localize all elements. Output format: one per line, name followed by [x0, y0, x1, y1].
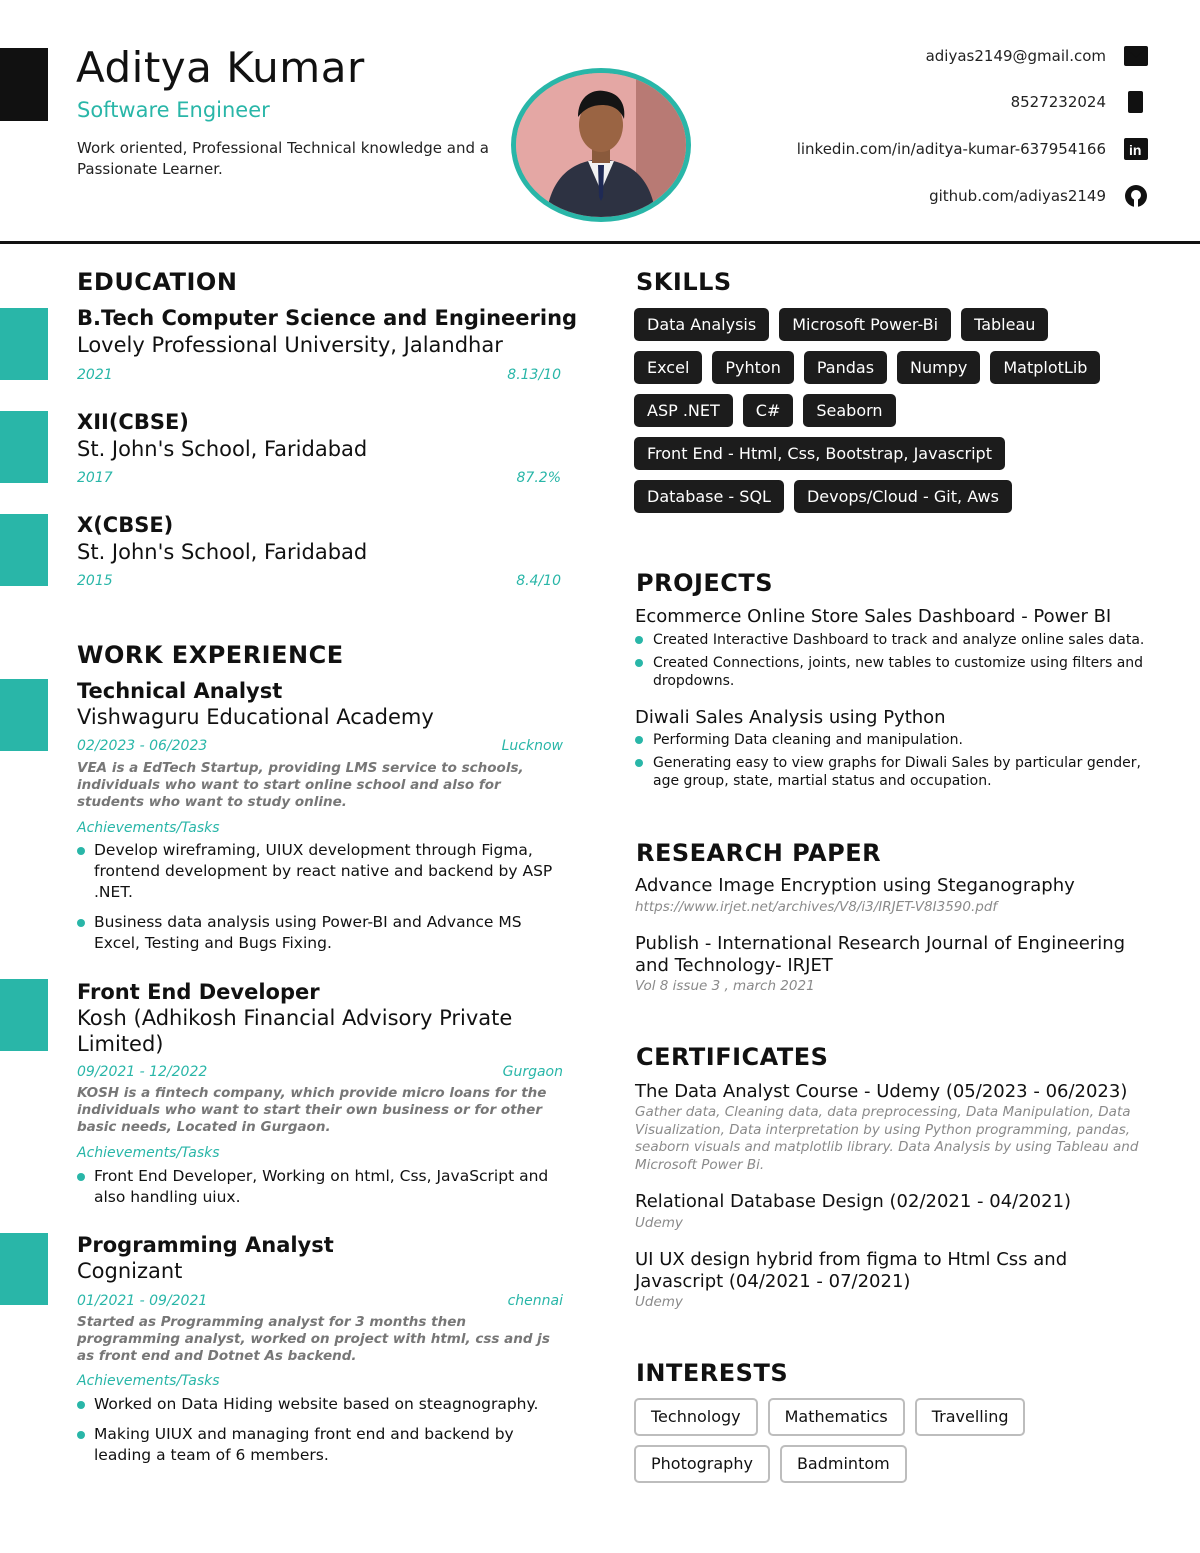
interests-heading: INTERESTS	[636, 1359, 789, 1387]
certificate-note: Udemy	[635, 1215, 683, 1231]
skill-chip: Front End - Html, Css, Bootstrap, Javascript	[634, 437, 1005, 470]
research-publish: Publish - International Research Journal of Engineering and Technology- IRJET	[635, 933, 1126, 976]
skills-chips	[634, 308, 1174, 513]
work-company: Vishwaguru Educational Academy	[77, 705, 434, 729]
interest-chip: Badmintom	[780, 1445, 907, 1483]
email-icon	[1124, 45, 1148, 67]
contact-linkedin-text[interactable]: linkedin.com/in/aditya-kumar-637954166	[796, 140, 1106, 158]
project-bullets	[635, 731, 1155, 795]
skill-chip: C#	[743, 394, 794, 427]
phone-icon	[1124, 91, 1148, 113]
work-company: Kosh (Adhikosh Financial Advisory Private Limited)	[77, 1006, 513, 1056]
contact-linkedin[interactable]	[797, 133, 1148, 165]
skill-chip: Pandas	[804, 351, 887, 384]
research-title: Advance Image Encryption using Steganography	[635, 875, 1075, 896]
work-dates: 01/2021 - 09/2021	[77, 1293, 208, 1309]
candidate-name: Aditya Kumar	[76, 43, 365, 92]
svg-text:in: in	[1129, 142, 1142, 158]
certificate-title: UI UX design hybrid from figma to Html Css and Javascript (04/2021 - 07/2021)	[635, 1249, 1068, 1292]
work-dates: 02/2023 - 06/2023	[77, 738, 208, 754]
education-accent-bar	[0, 514, 48, 586]
skill-chip: Microsoft Power-Bi	[779, 308, 951, 341]
work-description: VEA is a EdTech Startup, providing LMS service to schools, individuals who want to start online school and also for students who want to study online.	[77, 760, 524, 810]
certificate-note: Gather data, Cleaning data, data preprocessing, Data Manipulation, Data Visualization, Data interpretation by using Python programming, pandas, seaborn visuals and matplotlib library. Data Analysis by using Tableau and Microsoft Power Bi.	[635, 1104, 1139, 1173]
contact-email-text[interactable]: adiyas2149@gmail.com	[925, 47, 1106, 65]
education-score: 8.4/10	[516, 573, 561, 589]
work-bullets	[77, 1394, 567, 1475]
contact-github[interactable]	[929, 180, 1148, 212]
research-link[interactable]: https://www.irjet.net/archives/V8/i3/IRJET-V8I3590.pdf	[635, 899, 998, 915]
interest-chip: Mathematics	[768, 1398, 905, 1436]
work-bullets	[77, 1166, 567, 1217]
work-role: Front End Developer	[77, 980, 320, 1004]
skill-chip: Data Analysis	[634, 308, 769, 341]
skills-heading: SKILLS	[636, 268, 732, 296]
work-location: Lucknow	[501, 738, 563, 754]
work-achievements-label: Achievements/Tasks	[77, 1145, 220, 1161]
education-heading: EDUCATION	[77, 268, 238, 296]
list-item: Worked on Data Hiding website based on steagnography.	[77, 1394, 567, 1415]
work-location: chennai	[507, 1293, 563, 1309]
list-item: Created Interactive Dashboard to track and analyze online sales data.	[635, 631, 1155, 649]
education-degree: XII(CBSE)	[77, 410, 189, 434]
research-heading: RESEARCH PAPER	[636, 839, 882, 867]
skill-chip: Tableau	[961, 308, 1048, 341]
certificate-title: Relational Database Design (02/2021 - 04/2021)	[635, 1191, 1072, 1212]
github-icon	[1124, 185, 1148, 207]
work-accent-bar	[0, 679, 48, 751]
certificate-title: The Data Analyst Course - Udemy (05/2023 - 06/2023)	[635, 1081, 1128, 1102]
work-description: KOSH is a fintech company, which provide micro loans for the individuals who want to start their own business or for other basic needs, Located in Gurgaon.	[77, 1085, 547, 1135]
work-company: Cognizant	[77, 1259, 183, 1283]
skill-chip: Seaborn	[803, 394, 895, 427]
project-bullets	[635, 631, 1155, 695]
header-color-block	[0, 48, 48, 121]
education-year: 2017	[77, 470, 113, 486]
contact-github-text[interactable]: github.com/adiyas2149	[929, 187, 1106, 205]
interest-chip: Travelling	[915, 1398, 1026, 1436]
list-item: Front End Developer, Working on html, Css, JavaScript and also handling uiux.	[77, 1166, 567, 1208]
project-title: Diwali Sales Analysis using Python	[635, 707, 946, 728]
work-description: Started as Programming analyst for 3 months then programming analyst, worked on project with html, css and js as front end and Dotnet As backend.	[77, 1314, 550, 1364]
education-score: 8.13/10	[507, 367, 561, 383]
certificate-note: Udemy	[635, 1294, 683, 1310]
work-accent-bar	[0, 979, 48, 1051]
work-accent-bar	[0, 1233, 48, 1305]
work-role: Programming Analyst	[77, 1233, 334, 1257]
list-item: Business data analysis using Power-BI and Advance MS Excel, Testing and Bugs Fixing.	[77, 912, 567, 954]
research-volume: Vol 8 issue 3 , march 2021	[635, 978, 815, 994]
skill-chip: Database - SQL	[634, 480, 784, 513]
list-item: Created Connections, joints, new tables to customize using filters and dropdowns.	[635, 654, 1155, 690]
projects-heading: PROJECTS	[636, 569, 774, 597]
work-dates: 09/2021 - 12/2022	[77, 1064, 208, 1080]
profile-photo	[511, 68, 691, 222]
work-achievements-label: Achievements/Tasks	[77, 820, 220, 836]
header-divider	[0, 241, 1200, 244]
job-title: Software Engineer	[77, 98, 270, 122]
list-item: Generating easy to view graphs for Diwali Sales by particular gender, age group, state, martial status and occupation.	[635, 754, 1155, 790]
education-degree: X(CBSE)	[77, 513, 174, 537]
work-role: Technical Analyst	[77, 679, 283, 703]
person-portrait-icon	[516, 73, 686, 217]
education-degree: B.Tech Computer Science and Engineering	[77, 306, 578, 330]
interest-chip: Photography	[634, 1445, 770, 1483]
work-achievements-label: Achievements/Tasks	[77, 1373, 220, 1389]
contact-phone-text[interactable]: 8527232024	[1010, 93, 1106, 111]
skill-chip: MatplotLib	[990, 351, 1100, 384]
certificates-heading: CERTIFICATES	[636, 1043, 829, 1071]
education-school: St. John's School, Faridabad	[77, 437, 368, 461]
skill-chip: Pyhton	[712, 351, 793, 384]
contact-phone[interactable]	[1011, 86, 1148, 118]
project-title: Ecommerce Online Store Sales Dashboard - Power BI	[635, 606, 1112, 627]
work-heading: WORK EXPERIENCE	[77, 641, 344, 669]
linkedin-icon	[1124, 138, 1148, 160]
skill-chip: Excel	[634, 351, 702, 384]
education-score: 87.2%	[516, 470, 561, 486]
skill-chip: Devops/Cloud - Git, Aws	[794, 480, 1012, 513]
education-accent-bar	[0, 308, 48, 380]
work-bullets	[77, 840, 567, 963]
list-item: Making UIUX and managing front end and backend by leading a team of 6 members.	[77, 1424, 567, 1466]
summary: Work oriented, Professional Technical knowledge and a Passionate Learner.	[77, 139, 489, 178]
education-school: St. John's School, Faridabad	[77, 540, 368, 564]
education-year: 2021	[77, 367, 113, 383]
education-accent-bar	[0, 411, 48, 483]
skill-chip: ASP .NET	[634, 394, 733, 427]
list-item: Develop wireframing, UIUX development through Figma, frontend development by react native and backend by ASP .NET.	[77, 840, 567, 903]
list-item: Performing Data cleaning and manipulation.	[635, 731, 1155, 749]
work-location: Gurgaon	[502, 1064, 563, 1080]
contact-email[interactable]	[926, 40, 1148, 72]
skill-chip: Numpy	[897, 351, 980, 384]
interests-chips	[634, 1398, 1174, 1483]
interest-chip: Technology	[634, 1398, 758, 1436]
education-school: Lovely Professional University, Jalandhar	[77, 333, 503, 357]
education-year: 2015	[77, 573, 113, 589]
